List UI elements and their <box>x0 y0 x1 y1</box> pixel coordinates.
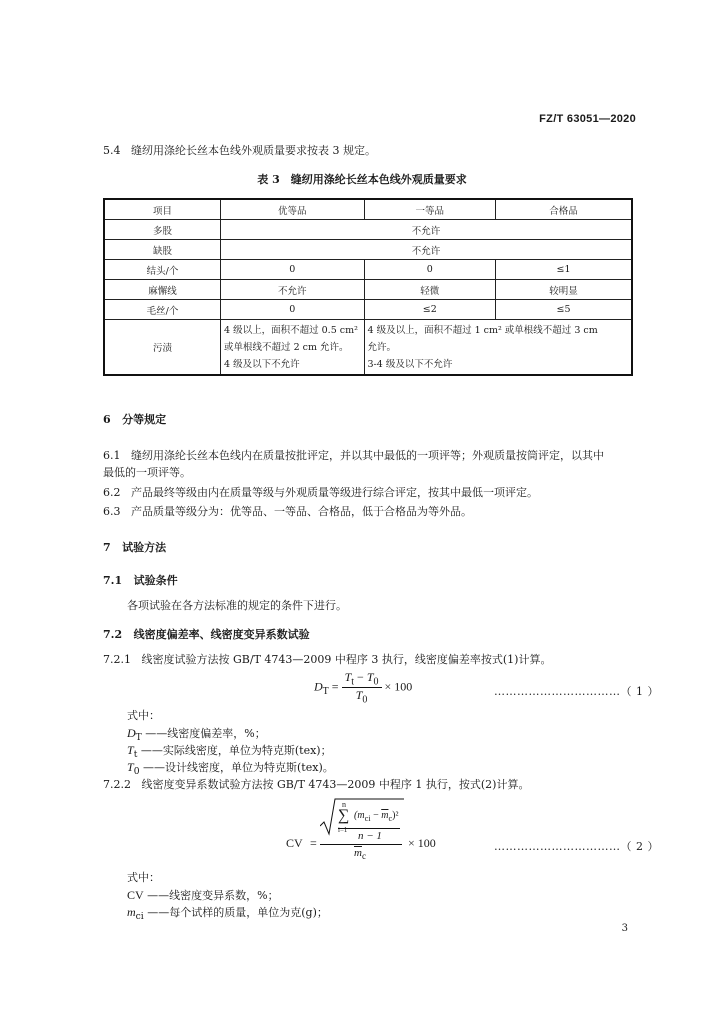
formula-symbol: T <box>344 670 352 684</box>
formula-equals: = <box>310 836 317 850</box>
formula-1: $D_T$ = $\frac{T_t - T_0}{T_0}$ × 100 <box>314 670 413 706</box>
clause-number: 7.2.1 <box>103 653 131 666</box>
cell-line: 允许。 <box>367 341 397 353</box>
expr-mean: $\overline{m}$ <box>381 810 389 821</box>
page-number: 3 <box>621 923 628 934</box>
outer-denominator <box>354 847 366 861</box>
def-subscript: T <box>135 732 142 744</box>
clause-text: 线密度变异系数试验方法按 GB/T 4743—2009 中程序 1 执行，按式(2)计算。 <box>141 778 530 791</box>
clause-title: 线密度偏差率、线密度变异系数试验 <box>133 628 310 641</box>
clause-number: 6.1 <box>103 449 121 462</box>
formula-symbol: CV <box>286 836 303 850</box>
clause-7-2-1 <box>103 652 551 668</box>
row-value-first-grade <box>364 320 632 376</box>
definition-mci <box>127 904 328 925</box>
row-value: 0 <box>221 260 364 280</box>
row-value: 不允许 <box>221 280 364 300</box>
clause-title: 试验条件 <box>133 574 178 587</box>
expr-subscript: ci <box>364 814 371 823</box>
def-symbol: T <box>127 743 134 757</box>
row-value-superior <box>221 320 364 376</box>
equation-leader <box>494 683 659 699</box>
sum-expression <box>354 810 398 823</box>
clause-6-1-continued: 最低的一项评等。 <box>103 466 191 479</box>
table-row <box>104 300 632 320</box>
def-text: ——实际线密度，单位为特克斯(tex)； <box>140 744 332 757</box>
section-number: 6 <box>103 413 111 426</box>
clause-7-2-2 <box>103 777 529 793</box>
leader-dots: …………………………… <box>494 685 621 698</box>
row-value: 不允许 <box>221 220 632 240</box>
leader-dots: …………………………… <box>494 840 621 853</box>
def-subscript: 0 <box>133 766 140 778</box>
definition-cv <box>127 887 279 904</box>
formula-2 <box>286 798 476 868</box>
clause-number: 6.2 <box>103 486 121 499</box>
row-item: 污渍 <box>104 320 221 376</box>
where-label: 式中： <box>127 709 160 722</box>
fraction-numerator <box>342 670 382 688</box>
expr-exponent: )² <box>392 810 399 821</box>
formula-symbol: T <box>355 688 363 703</box>
expr-operator: − <box>370 810 382 821</box>
clause-number: 5.4 <box>103 144 121 157</box>
formula-multiplier: × 100 <box>408 836 436 850</box>
cell-line: 4 级及以下不允许 <box>224 358 300 370</box>
table-row <box>104 220 632 240</box>
table-caption: 表 3 缝纫用涤纶长丝本色线外观质量要求 <box>257 173 467 186</box>
sum-sign: ∑ <box>338 807 350 824</box>
clause-number: 6.3 <box>103 505 121 518</box>
section-6-heading <box>103 412 166 428</box>
row-value: ≤1 <box>495 260 632 280</box>
inner-denominator: n − 1 <box>358 830 382 842</box>
clause-7-2-heading <box>103 627 310 643</box>
clause-number: 7.2 <box>103 628 123 641</box>
cell-line: 3-4 级及以下不允许 <box>367 358 453 370</box>
clause-7-1-heading <box>103 573 178 589</box>
row-item: 麻懈线 <box>104 280 221 300</box>
table-row <box>104 260 632 280</box>
row-item: 多股 <box>104 220 221 240</box>
def-symbol: m <box>127 905 136 919</box>
def-symbol: CV <box>127 888 144 902</box>
row-value: 0 <box>221 300 364 320</box>
row-value: ≤2 <box>364 300 495 320</box>
formula-symbol: D <box>314 679 323 694</box>
def-text: ——线密度变异系数，%； <box>147 889 279 902</box>
def-symbol: D <box>127 726 136 740</box>
formula-subscript: T <box>322 686 329 698</box>
header-cell: 合格品 <box>495 199 632 220</box>
cell-line: 4 级以上，面积不超过 0.5 cm² <box>224 324 358 336</box>
equation-leader <box>494 838 659 854</box>
equation-number: （ 1 ） <box>620 685 659 698</box>
sum-lower-limit: i=1 <box>338 826 348 834</box>
sum-upper-limit: n <box>342 800 346 809</box>
table-header-row <box>104 199 632 220</box>
expr-mean: $\overline{m}$ <box>354 847 362 859</box>
def-text: ——线密度偏差率，%； <box>145 727 266 740</box>
section-title: 分等规定 <box>122 413 167 426</box>
formula-multiplier: × 100 <box>384 679 413 694</box>
row-item: 结头/个 <box>104 260 221 280</box>
def-symbol: T <box>127 760 134 774</box>
row-value: ≤5 <box>495 300 632 320</box>
formula-operator: − <box>357 670 364 684</box>
section-title: 试验方法 <box>122 541 167 554</box>
document-header: FZ/T 63051—2020 <box>539 113 636 125</box>
quality-table <box>103 198 633 376</box>
formula-subscript: 0 <box>362 694 368 706</box>
formula-fraction <box>342 670 382 706</box>
formula-subscript: t <box>351 676 355 688</box>
clause-number: 7.2.2 <box>103 778 131 791</box>
where-label: 式中： <box>127 871 160 884</box>
def-text: ——设计线密度，单位为特克斯(tex)。 <box>143 761 334 774</box>
inner-fraction-bar <box>338 828 400 829</box>
fraction-denominator <box>342 688 382 705</box>
clause-6-1 <box>103 448 604 464</box>
expr-subscript: c <box>388 814 393 823</box>
header-cell: 一等品 <box>364 199 495 220</box>
clause-6-2 <box>103 485 538 501</box>
section-number: 7 <box>103 541 111 554</box>
equation-number: （ 2 ） <box>620 840 659 853</box>
clause-7-1-body: 各项试验在各方法标准的规定的条件下进行。 <box>127 599 347 612</box>
header-cell: 项目 <box>104 199 221 220</box>
table-row <box>104 320 632 376</box>
expr-term: (m <box>354 810 365 821</box>
cell-line: 4 级及以上，面积不超过 1 cm² 或单根线不超过 3 cm <box>367 324 598 336</box>
header-cell: 优等品 <box>221 199 364 220</box>
def-subscript: t <box>133 749 138 761</box>
outer-fraction-bar <box>320 844 402 845</box>
expr-subscript: c <box>361 851 367 862</box>
row-value: 轻微 <box>364 280 495 300</box>
clause-text: 线密度试验方法按 GB/T 4743—2009 中程序 3 执行，线密度偏差率按式(1)计算。 <box>141 653 552 666</box>
def-text: ——每个试样的质量，单位为克(g)； <box>147 906 328 919</box>
formula-symbol: T <box>366 670 374 684</box>
clause-5-4 <box>103 143 376 159</box>
def-subscript: ci <box>135 911 144 923</box>
clause-text: 产品最终等级由内在质量等级与外观质量等级进行综合评定，按其中最低一项评定。 <box>131 486 538 499</box>
clause-text: 缝纫用涤纶长丝本色线内在质量按批评定，并以其中最低的一项评等；外观质量按筒评定，以其中 <box>131 449 604 462</box>
clause-6-3 <box>103 504 472 520</box>
formula-subscript: 0 <box>373 676 379 688</box>
clause-number: 7.1 <box>103 574 123 587</box>
row-value: 较明显 <box>495 280 632 300</box>
table-row <box>104 280 632 300</box>
row-value: 0 <box>364 260 495 280</box>
section-7-heading <box>103 540 166 556</box>
row-item: 缺股 <box>104 240 221 260</box>
table-row <box>104 240 632 260</box>
row-value: 不允许 <box>221 240 632 260</box>
clause-text: 产品质量等级分为：优等品、一等品、合格品，低于合格品为等外品。 <box>131 505 472 518</box>
clause-text: 缝纫用涤纶长丝本色线外观质量要求按表 3 规定。 <box>131 144 376 157</box>
row-item: 毛丝/个 <box>104 300 221 320</box>
cell-line: 或单根线不超过 2 cm 允许。 <box>224 341 349 353</box>
